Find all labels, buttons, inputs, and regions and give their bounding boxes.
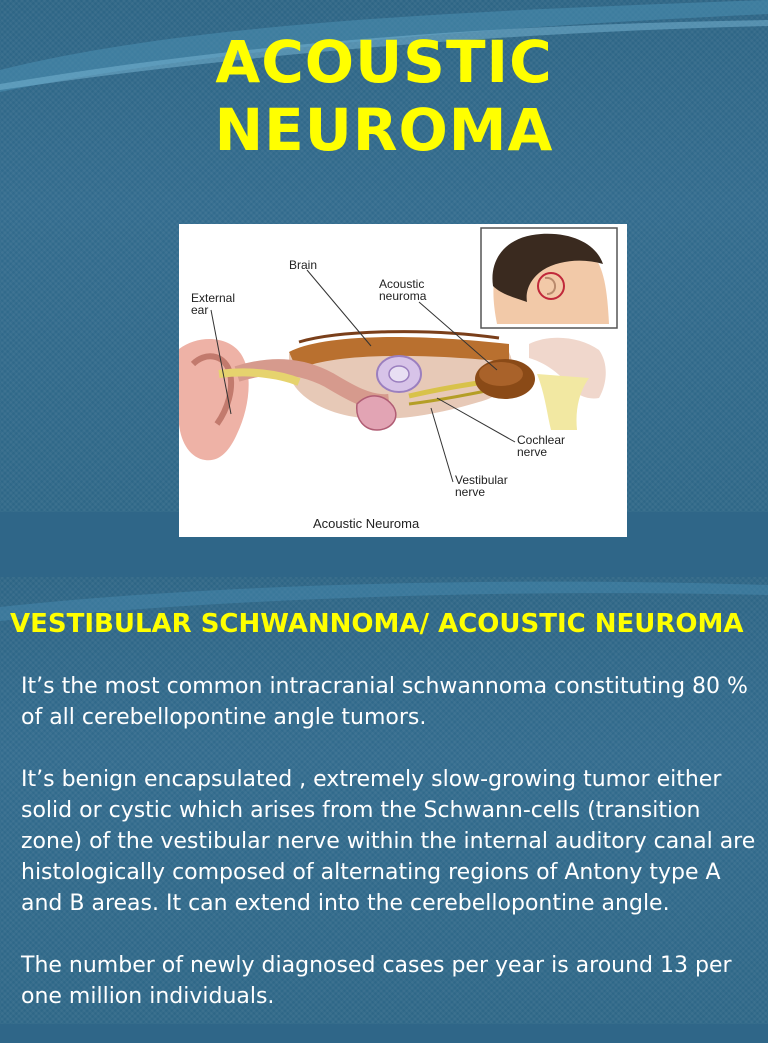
label-vestibular-2: nerve [455,485,486,499]
label-acoustic-1: Acoustic [379,277,425,291]
paragraph-1: It’s the most common intracranial schwannoma constituting 80 % of all cerebellopontine angle tumors. [21,674,748,730]
label-cochlear-1: Cochlear [517,433,566,447]
slide-title [0,28,768,164]
title-line-2: NEUROMA [214,96,554,164]
acoustic-neuroma-diagram [179,224,627,537]
slide-2-body [21,671,761,1043]
slide-2-title: VESTIBULAR SCHWANNOMA/ ACOUSTIC NEUROMA [10,609,744,639]
paragraph-3: The number of newly diagnosed cases per year is around 13 per one million individuals. [21,953,732,1009]
label-acoustic-2: neuroma [379,289,427,303]
slide-2 [0,577,768,1024]
figure-caption: Acoustic Neuroma [313,516,420,531]
label-vestibular-1: Vestibular [455,473,508,487]
label-brain: Brain [289,258,318,272]
label-cochlear-2: nerve [517,445,548,459]
label-external-1: External [191,291,236,305]
label-external-2: ear [191,303,209,317]
paragraph-2: It’s benign encapsulated , extremely slow-growing tumor either solid or cystic which arises from the Schwann-cells (transition zone) of the vestibular nerve within the internal auditory canal are histologically composed of alternating regions of Antony type A and B areas. It can extend into the cerebellopontine angle. [21,767,756,916]
title-line-1: ACOUSTIC [215,28,553,96]
